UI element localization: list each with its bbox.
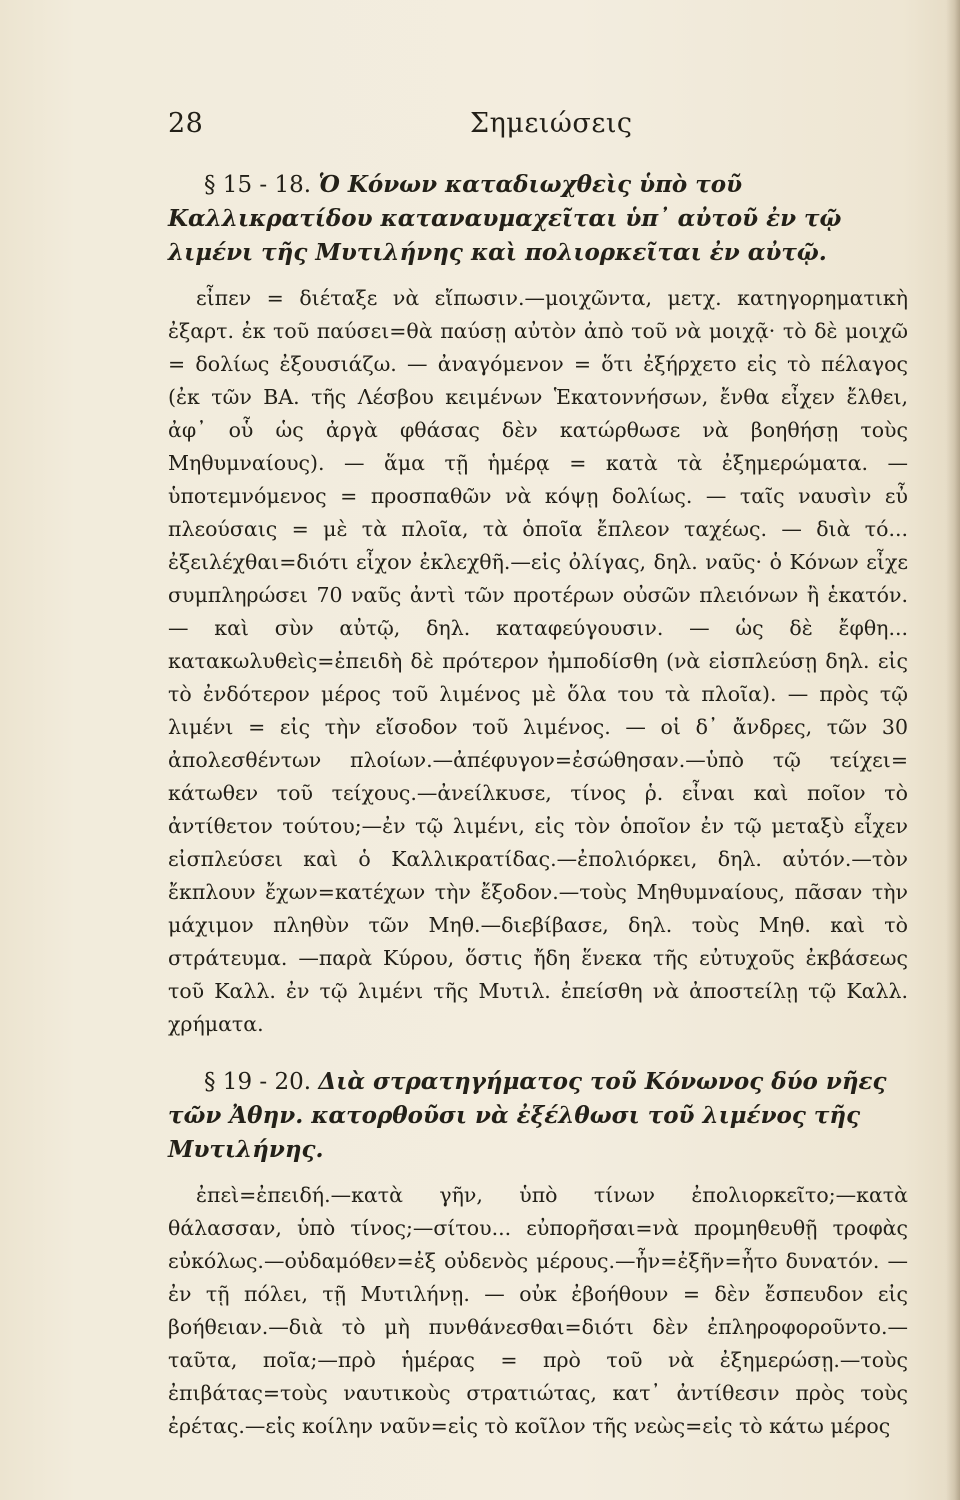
page-content [168, 168, 908, 1443]
section-notes-text: ἐπεὶ=ἐπειδή.—κατὰ γῆν, ὑπὸ τίνων ἐπολιορκεῖτο;—κατὰ θάλασσαν, ὑπὸ τίνος;—σίτου... εὐπορῆσαι=νὰ προμηθευθῇ τροφὰς εὐκόλως.—οὐδαμόθεν=ἐξ οὐδενὸς μέρους.—ἦν=ἐξῆν=ἦτο δυνατόν. —ἐν τῇ πόλει, τῇ Μυτιλήνῃ. — οὐκ ἐβοήθουν = δὲν ἔσπευδον εἰς βοήθειαν.—διὰ τὸ μὴ πυνθάνεσθαι=διότι δὲν ἐπληροφοροῦντο.— ταῦτα, ποῖα;—πρὸ ἡμέρας = πρὸ τοῦ νὰ ἐξημερώσῃ.—τοὺς ἐπιβάτας=τοὺς ναυτικοὺς στρατιώτας, κατ᾽ ἀντίθεσιν πρὸς τοὺς ἐρέτας.—εἰς κοίλην ναῦν=εἰς τὸ κοῖλον τῆς νεὼς=εἰς τὸ κάτω μέρος [168, 1183, 908, 1438]
page-edge-shadow [946, 0, 960, 1500]
section-title: Διὰ στρατηγήματος τοῦ Κόνωνος δύο νῆες τῶν Ἀθην. κατορθοῦσι νὰ ἐξέλθωσι τοῦ λιμένος τῆς Μυτιλήνης. [168, 1068, 887, 1163]
page-header [0, 100, 960, 150]
section-number: § 19 - 20. [204, 1069, 312, 1095]
page-number: 28 [168, 108, 204, 139]
section-title: Ὁ Κόνων καταδιωχθεὶς ὑπὸ τοῦ Καλλικρατίδου καταναυμαχεῖται ὑπ᾽ αὐτοῦ ἐν τῷ λιμένι τῆς Μυτιλήνης καὶ πολιορκεῖται ἐν αὐτῷ. [168, 171, 842, 266]
section-notes [168, 282, 908, 1041]
running-title: Σημειώσεις [470, 108, 633, 139]
section-heading [168, 1065, 908, 1167]
section-heading [168, 168, 908, 270]
section-notes-text: εἶπεν = διέταξε νὰ εἴπωσιν.—μοιχῶντα, μετχ. κατηγορηματικὴ ἐξαρτ. ἐκ τοῦ παύσει=θὰ παύσῃ αὐτὸν ἀπὸ τοῦ νὰ μοιχᾷ· τὸ δὲ μοιχῶ = δολίως ἐξουσιάζω. — ἀναγόμενον = ὅτι ἐξήρχετο εἰς τὸ πέλαγος (ἐκ τῶν ΒΑ. τῆς Λέσβου κειμένων Ἑκατοννήσων, ἔνθα εἶχεν ἔλθει, ἀφ᾽ οὗ ὡς ἀργὰ φθάσας δὲν κατώρθωσε νὰ βοηθήσῃ τοὺς Μηθυμναίους). — ἅμα τῇ ἡμέρᾳ = κατὰ τὰ ἐξημερώματα. — ὑποτεμνόμενος = προσπαθῶν νὰ κόψῃ δολίως. — ταῖς ναυσὶν εὖ πλεούσαις = μὲ τὰ πλοῖα, τὰ ὁποῖα ἔπλεον ταχέως. — διὰ τό... ἐξειλέχθαι=διότι εἶχον ἐκλεχθῆ.—εἰς ὀλίγας, δηλ. ναῦς· ὁ Κόνων εἶχε συμπληρώσει 70 ναῦς ἀντὶ τῶν προτέρων οὐσῶν πλειόνων ἢ ἑκατόν. — καὶ σὺν αὐτῷ, δηλ. καταφεύγουσιν. — ὡς δὲ ἔφθη... κατακωλυθεὶς=ἐπειδὴ δὲ πρότερον ἠμποδίσθη (νὰ εἰσπλεύσῃ δηλ. εἰς τὸ ἐνδότερον μέρος τοῦ λιμένος μὲ ὅλα του τὰ πλοῖα). — πρὸς τῷ λιμένι = εἰς τὴν εἴσοδον τοῦ λιμένος. — οἱ δ᾽ ἄνδρες, τῶν 30 ἀπολεσθέντων πλοίων.—ἀπέφυγον=ἐσώθησαν.—ὑπὸ τῷ τείχει= κάτωθεν τοῦ τείχους.—ἀνείλκυσε, τίνος ῥ. εἶναι καὶ ποῖον τὸ ἀντίθετον τούτου;—ἐν τῷ λιμένι, εἰς τὸν ὁποῖον ἐν τῷ μεταξὺ εἶχεν εἰσπλεύσει καὶ ὁ Καλλικρατίδας.—ἐπολιόρκει, δηλ. αὐτόν.—τὸν ἔκπλουν ἔχων=κατέχων τὴν ἔξοδον.—τοὺς Μηθυμναίους, πᾶσαν τὴν μάχιμον πληθὺν τῶν Μηθ.—διεβίβασε, δηλ. τοὺς Μηθ. καὶ τὸ στράτευμα. —παρὰ Κύρου, ὅστις ἤδη ἕνεκα τῆς εὐτυχοῦς ἐκβάσεως τοῦ Καλλ. ἐν τῷ λιμένι τῆς Μυτιλ. ἐπείσθη νὰ ἀποστείλῃ τῷ Καλλ. χρήματα. [168, 286, 908, 1036]
section-number: § 15 - 18. [204, 172, 312, 198]
section-notes [168, 1179, 908, 1443]
section-19-20 [168, 1065, 908, 1443]
section-15-18 [168, 168, 908, 1041]
